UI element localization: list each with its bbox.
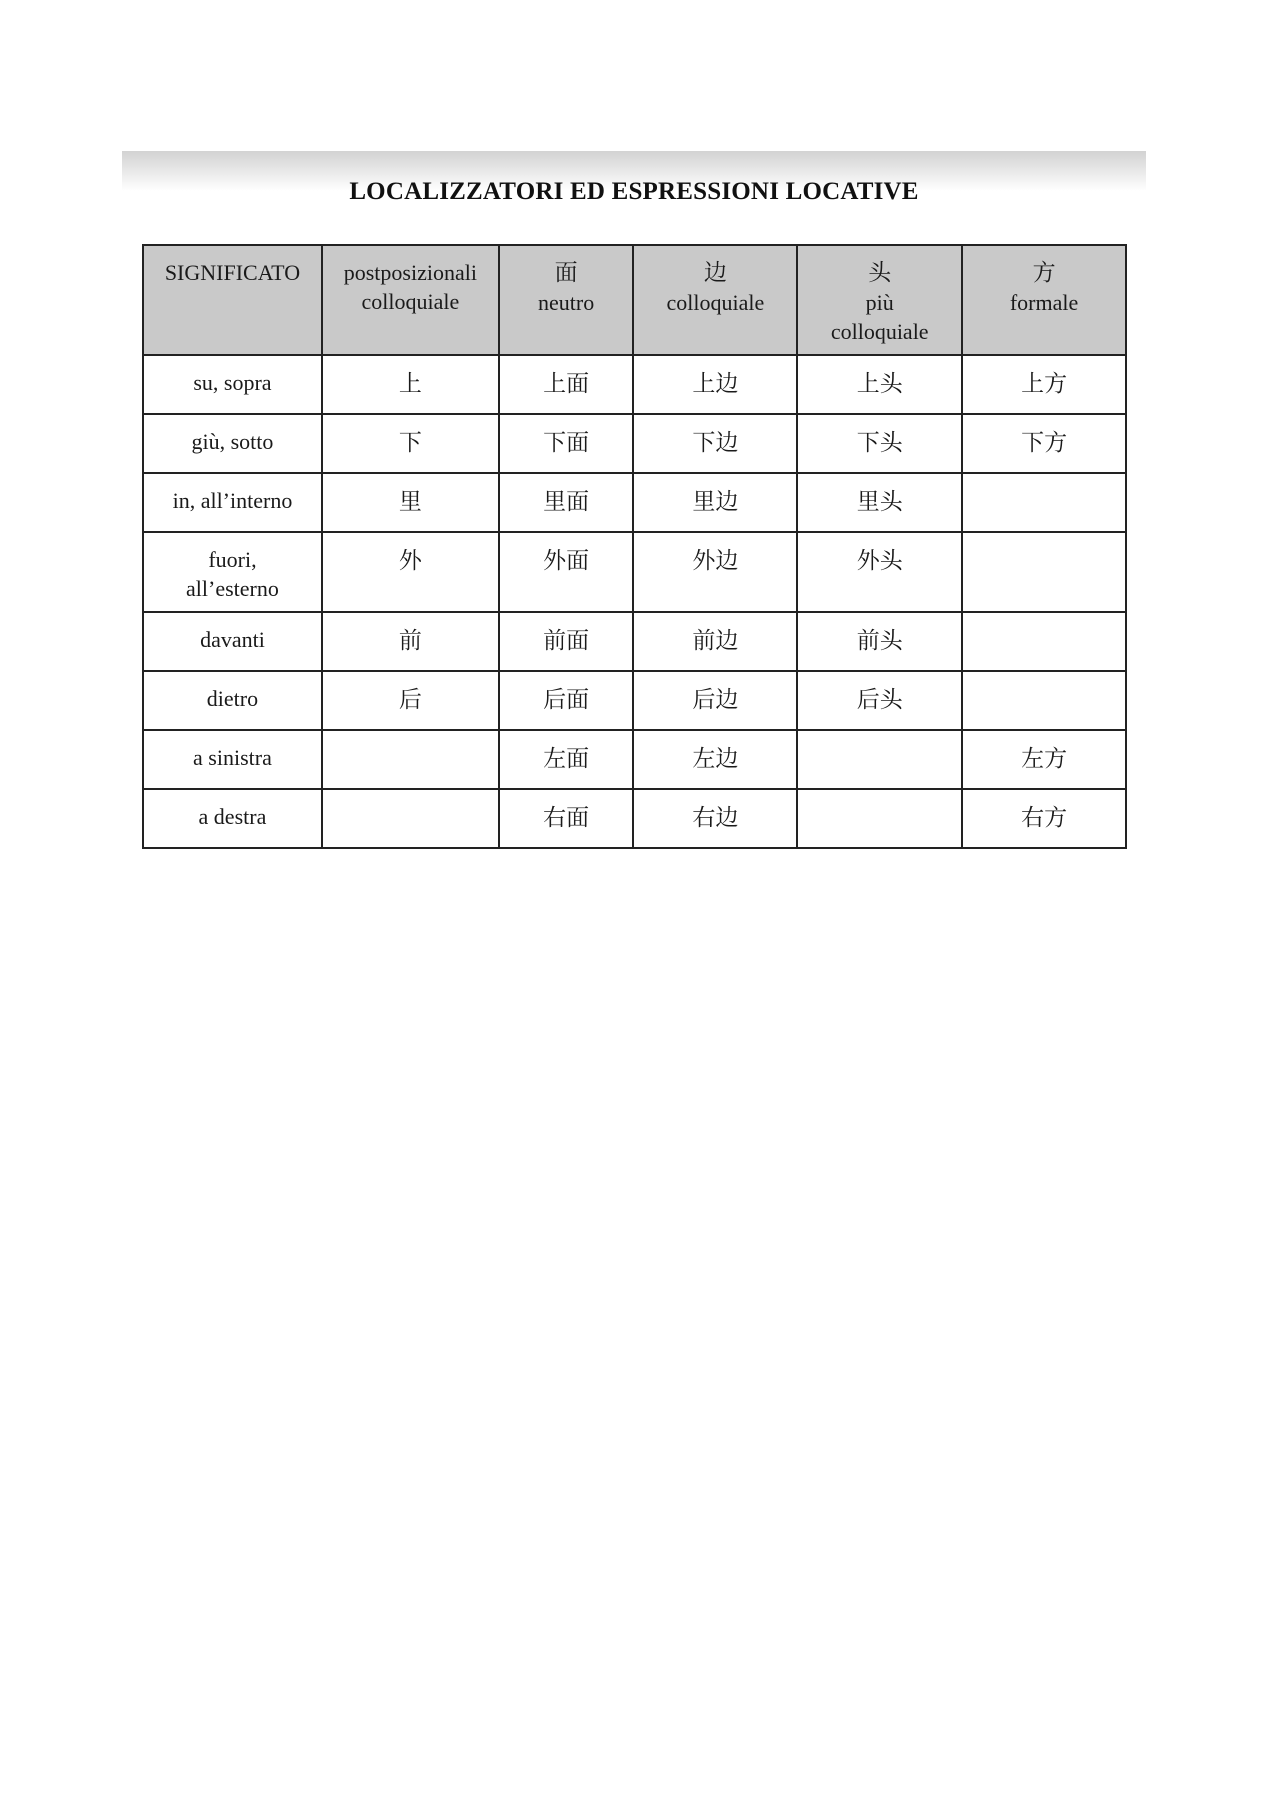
table-row bbox=[143, 612, 1126, 671]
table-row bbox=[143, 355, 1126, 414]
document-title: LOCALIZZATORI ED ESPRESSIONI LOCATIVE bbox=[349, 178, 919, 205]
header-significato bbox=[143, 245, 322, 355]
table-cell: 下边 bbox=[633, 414, 797, 473]
table-cell: 右面 bbox=[499, 789, 634, 848]
table-cell: 右方 bbox=[962, 789, 1126, 848]
table-header-row bbox=[143, 245, 1126, 355]
table-row bbox=[143, 789, 1126, 848]
table-cell: 下方 bbox=[962, 414, 1126, 473]
table-cell bbox=[962, 532, 1126, 612]
header-bian bbox=[633, 245, 797, 355]
meaning-cell: dietro bbox=[143, 671, 322, 730]
table-cell: 上方 bbox=[962, 355, 1126, 414]
table-cell: 里边 bbox=[633, 473, 797, 532]
table-cell: 上头 bbox=[797, 355, 962, 414]
table-cell: 前边 bbox=[633, 612, 797, 671]
table-cell: 后 bbox=[322, 671, 499, 730]
table-cell bbox=[962, 473, 1126, 532]
meaning-cell bbox=[143, 532, 322, 612]
locatives-table bbox=[142, 244, 1127, 849]
header-fang bbox=[962, 245, 1126, 355]
table-cell: 上面 bbox=[499, 355, 634, 414]
header-label: colloquiale bbox=[830, 319, 929, 344]
table-cell: 里 bbox=[322, 473, 499, 532]
table-cell: 下头 bbox=[797, 414, 962, 473]
meaning-cell: davanti bbox=[143, 612, 322, 671]
table-cell: 里头 bbox=[797, 473, 962, 532]
header-label: colloquiale bbox=[361, 289, 460, 314]
header-label: più bbox=[865, 290, 894, 315]
table-cell: 外头 bbox=[797, 532, 962, 612]
table-cell: 右边 bbox=[633, 789, 797, 848]
table-row bbox=[143, 414, 1126, 473]
table-cell bbox=[797, 730, 962, 789]
table-cell: 下 bbox=[322, 414, 499, 473]
header-postposizionali bbox=[322, 245, 499, 355]
table-cell: 前头 bbox=[797, 612, 962, 671]
table-cell: 外边 bbox=[633, 532, 797, 612]
header-character: 方 bbox=[1032, 260, 1056, 286]
meaning-line: fuori, bbox=[208, 547, 257, 572]
table-cell: 后面 bbox=[499, 671, 634, 730]
table-row bbox=[143, 532, 1126, 612]
table-cell bbox=[322, 730, 499, 789]
meaning-cell: su, sopra bbox=[143, 355, 322, 414]
table-cell: 后头 bbox=[797, 671, 962, 730]
header-label: formale bbox=[1009, 290, 1079, 315]
header-tou bbox=[797, 245, 962, 355]
header-character: 面 bbox=[554, 260, 578, 286]
header-label: SIGNIFICATO bbox=[164, 260, 301, 285]
table-cell: 左方 bbox=[962, 730, 1126, 789]
table-cell bbox=[322, 789, 499, 848]
header-character: 头 bbox=[868, 260, 892, 286]
meaning-cell: giù, sotto bbox=[143, 414, 322, 473]
table-cell: 前面 bbox=[499, 612, 634, 671]
table-cell: 后边 bbox=[633, 671, 797, 730]
meaning-cell: a sinistra bbox=[143, 730, 322, 789]
table-cell bbox=[962, 612, 1126, 671]
header-character: 边 bbox=[703, 260, 727, 286]
header-mian bbox=[499, 245, 634, 355]
table-cell: 上边 bbox=[633, 355, 797, 414]
meaning-line: all’esterno bbox=[186, 576, 279, 601]
table-cell: 外 bbox=[322, 532, 499, 612]
meaning-cell: in, all’interno bbox=[143, 473, 322, 532]
header-label: colloquiale bbox=[666, 290, 765, 315]
meaning-cell: a destra bbox=[143, 789, 322, 848]
table-cell: 左边 bbox=[633, 730, 797, 789]
table-row bbox=[143, 730, 1126, 789]
table-cell: 下面 bbox=[499, 414, 634, 473]
table-cell bbox=[797, 789, 962, 848]
table-cell: 前 bbox=[322, 612, 499, 671]
table-cell: 左面 bbox=[499, 730, 634, 789]
table-cell: 里面 bbox=[499, 473, 634, 532]
table-row bbox=[143, 473, 1126, 532]
table-cell: 上 bbox=[322, 355, 499, 414]
table-cell bbox=[962, 671, 1126, 730]
header-label: neutro bbox=[538, 290, 595, 315]
table-row bbox=[143, 671, 1126, 730]
table-cell: 外面 bbox=[499, 532, 634, 612]
header-label: postposizionali bbox=[343, 260, 477, 285]
